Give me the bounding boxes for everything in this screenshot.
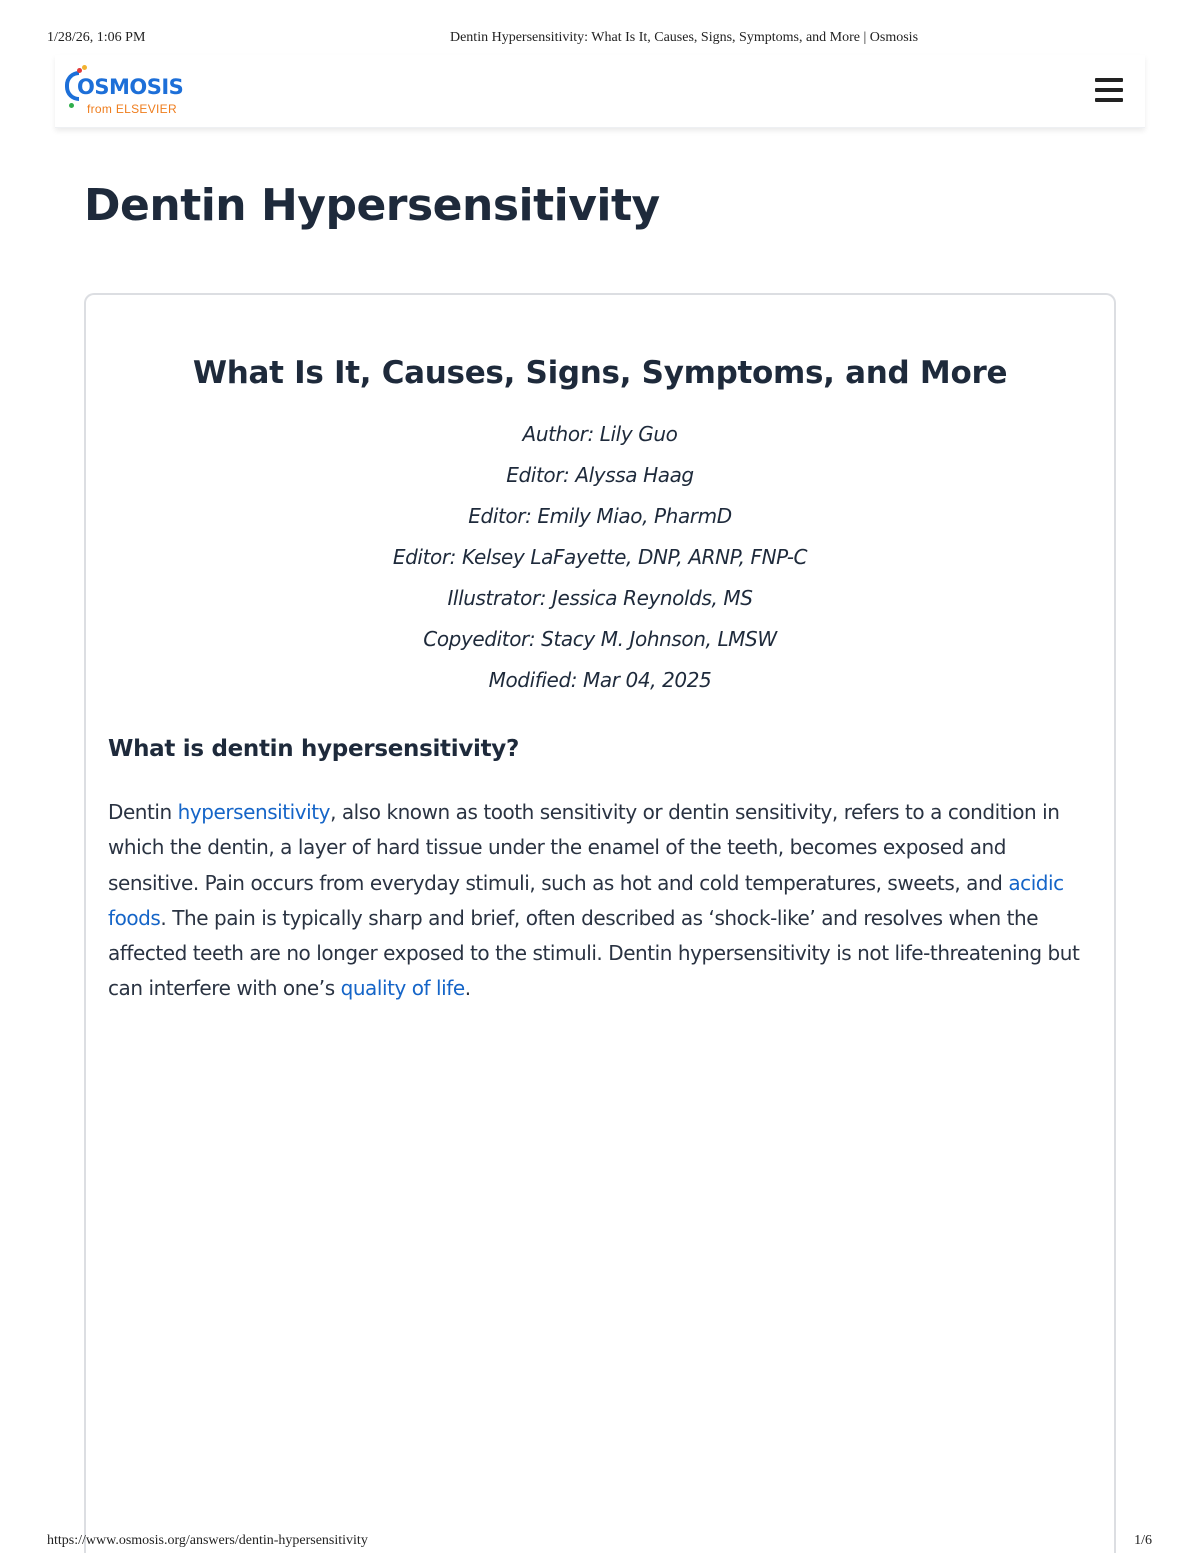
link-quality-of-life[interactable]: quality of life (340, 976, 465, 1001)
logo-brand-text: OSMOSIS (77, 75, 184, 99)
hamburger-icon (1095, 78, 1123, 102)
credit-editor-1: Editor: Alyssa Haag (506, 463, 694, 487)
print-url: https://www.osmosis.org/answers/dentin-hypersensitivity (47, 1533, 368, 1548)
site-navbar (55, 55, 1145, 128)
link-acidic-foods[interactable]: acidic foods (108, 870, 1064, 930)
article-paragraph (108, 795, 1093, 1007)
paragraph-text: . The pain is typically sharp and brief, often described as ‘shock-like’ and resolves when the affected teeth are no longer exposed to the stimuli. Dentin hypersensitivity is not life-threatening but can interfere with one’s (108, 905, 1080, 1001)
print-page-number: 1/6 (1134, 1533, 1152, 1548)
hamburger-menu-button[interactable] (1095, 78, 1123, 102)
page-title: Dentin Hypersensitivity (84, 180, 660, 231)
logo-dot-yellow (82, 65, 87, 70)
paragraph-text: Dentin (108, 800, 178, 824)
article-credits (84, 422, 1116, 709)
credit-copyeditor: Copyeditor: Stacy M. Johnson, LMSW (423, 627, 777, 651)
section-heading: What is dentin hypersensitivity? (108, 736, 520, 762)
paragraph-text: . (464, 976, 471, 1001)
print-footer (0, 1533, 1200, 1551)
credit-editor-3: Editor: Kelsey LaFayette, DNP, ARNP, FNP-C (392, 545, 808, 569)
paragraph-text: , also known as tooth sensitivity or dentin sensitivity, refers to a condition in which the dentin, a layer of hard tissue under the enamel of the teeth, becomes exposed and sensitive. Pain occurs from everyday stimuli, such as hot and cold temperatures, sweets, and (108, 800, 1060, 895)
link-hypersensitivity[interactable]: hypersensitivity (177, 800, 331, 824)
osmosis-logo[interactable] (65, 65, 195, 121)
print-date: 1/28/26, 1:06 PM (47, 30, 146, 45)
credit-author: Author: Lily Guo (522, 422, 678, 446)
print-header (0, 30, 1200, 50)
print-doc-title: Dentin Hypersensitivity: What Is It, Causes, Signs, Symptoms, and More | Osmosis (449, 30, 919, 45)
credit-editor-2: Editor: Emily Miao, PharmD (468, 504, 732, 528)
logo-dot-green (69, 103, 74, 108)
logo-dot-red (77, 68, 82, 73)
article-subtitle: What Is It, Causes, Signs, Symptoms, and More (192, 355, 1008, 391)
credit-illustrator: Illustrator: Jessica Reynolds, MS (447, 586, 753, 610)
credit-modified-date: Modified: Mar 04, 2025 (488, 668, 712, 692)
logo-sub-text: from ELSEVIER (87, 102, 177, 116)
